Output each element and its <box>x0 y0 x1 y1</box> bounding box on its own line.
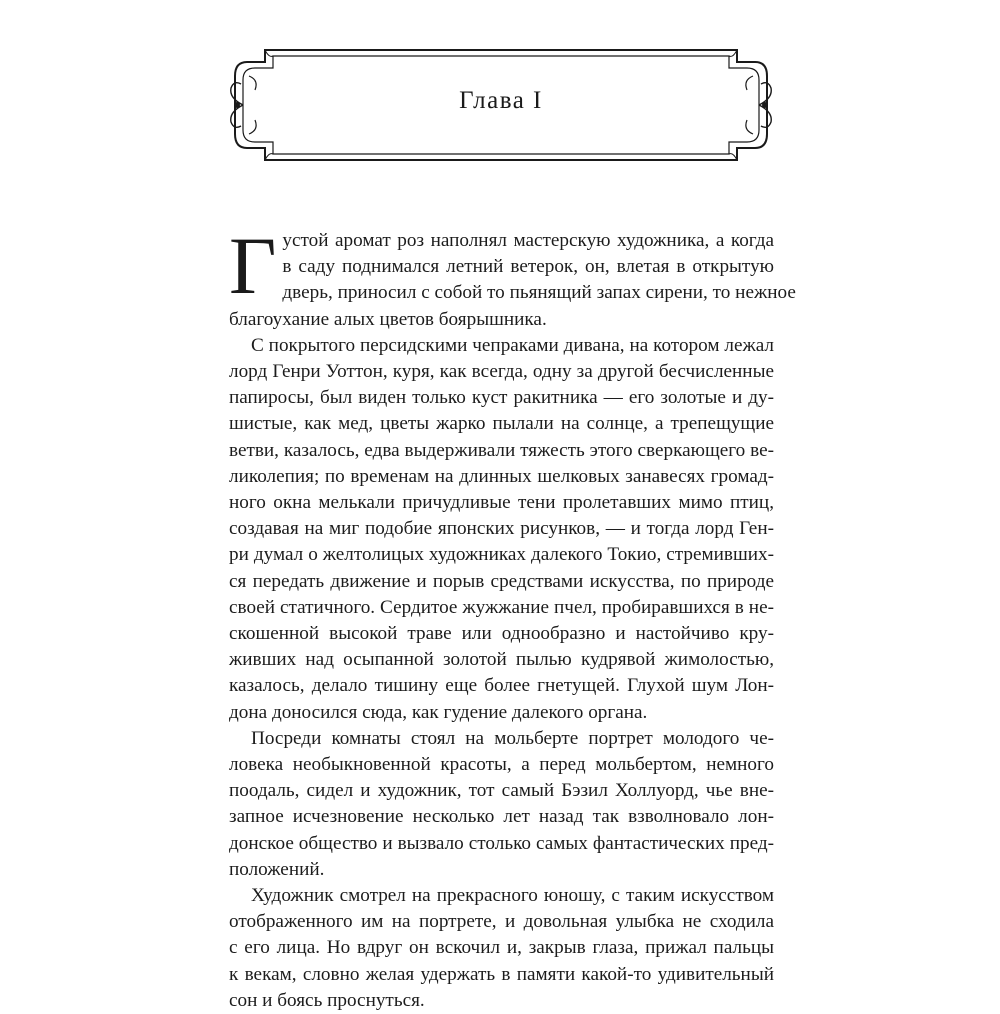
text-line: ветви, казалось, едва выдерживали тяжесть этого сверкающего ве- <box>229 439 774 461</box>
text-line: шистые, как мед, цветы жарко пылали на солнце, а трепещущие <box>229 413 774 435</box>
text-line: папиросы, был виден только куст ракитника — его золотые и ду- <box>229 387 774 409</box>
paragraph-1 <box>229 220 796 333</box>
text-line: дверь, приносил с собой то пьянящий запах сирени, то нежное <box>282 282 796 304</box>
text-line: запное исчезновение несколько лет назад так взволновало лон- <box>229 806 774 828</box>
text-line: ликолепия; по временам на длинных шелковых занавесях громад- <box>229 465 774 487</box>
paragraph-3 <box>229 726 774 883</box>
chapter-text <box>229 220 796 1014</box>
text-line: казалось, делало тишину еще более гнетущей. Глухой шум Лон- <box>229 675 774 697</box>
text-line: поодаль, сидел и художник, тот самый Бэзил Холлуорд, чье вне- <box>229 780 774 802</box>
text-line: С покрытого персидскими чепраками дивана, на котором лежал <box>251 334 774 356</box>
text-line: сон и боясь проснуться. <box>229 989 425 1011</box>
text-line: Художник смотрел на прекрасного юношу, с таким искусством <box>251 885 774 907</box>
paragraph-2 <box>229 333 774 726</box>
text-line: положений. <box>229 858 325 880</box>
text-line: ного окна мелькали причудливые тени пролетавших мимо птиц, <box>229 492 774 514</box>
text-line: живших над осыпанной золотой пылью кудрявой жимолостью, <box>229 649 774 671</box>
text-line: благоухание алых цветов боярышника. <box>229 308 547 330</box>
paragraph-4 <box>229 883 774 1014</box>
text-line: Посреди комнаты стоял на мольберте портрет молодого че- <box>251 727 774 749</box>
text-line: ловека необыкновенной красоты, а перед мольбертом, немного <box>229 754 774 776</box>
text-line: устой аромат роз наполнял мастерскую художника, а когда <box>282 230 774 251</box>
drop-cap: Г <box>229 220 277 311</box>
text-line: скошенной высокой траве или однообразно и настойчиво кру- <box>229 623 774 645</box>
text-line: ри думал о желтолицых художниках далекого Токио, стремивших- <box>229 544 774 566</box>
chapter-header-frame <box>225 40 777 170</box>
text-line: ся передать движение и порыв средствами искусства, по природе <box>229 570 774 592</box>
text-line: к векам, словно желая удержать в памяти какой-то удивительный <box>229 963 774 985</box>
text-line: донское общество и вызвало столько самых фантастических пред- <box>229 832 774 854</box>
chapter-title: Глава I <box>459 87 543 114</box>
text-line: дона доносился сюда, как гудение далекого органа. <box>229 701 648 723</box>
text-line: лорд Генри Уоттон, куря, как всегда, одну за другой бесчисленные <box>229 361 774 383</box>
text-line: отображенного им на портрете, и довольная улыбка не сходила <box>229 911 774 933</box>
text-line: создавая на миг подобие японских рисунков, — и тогда лорд Ген- <box>229 518 774 540</box>
text-line: своей статичного. Сердитое жужжание пчел, пробиравшихся в не- <box>229 596 774 618</box>
text-line: с его лица. Но вдруг он вскочил и, закрыв глаза, прижал пальцы <box>229 937 774 959</box>
text-line: в саду поднимался летний ветерок, он, влетая в открытую <box>282 256 774 278</box>
